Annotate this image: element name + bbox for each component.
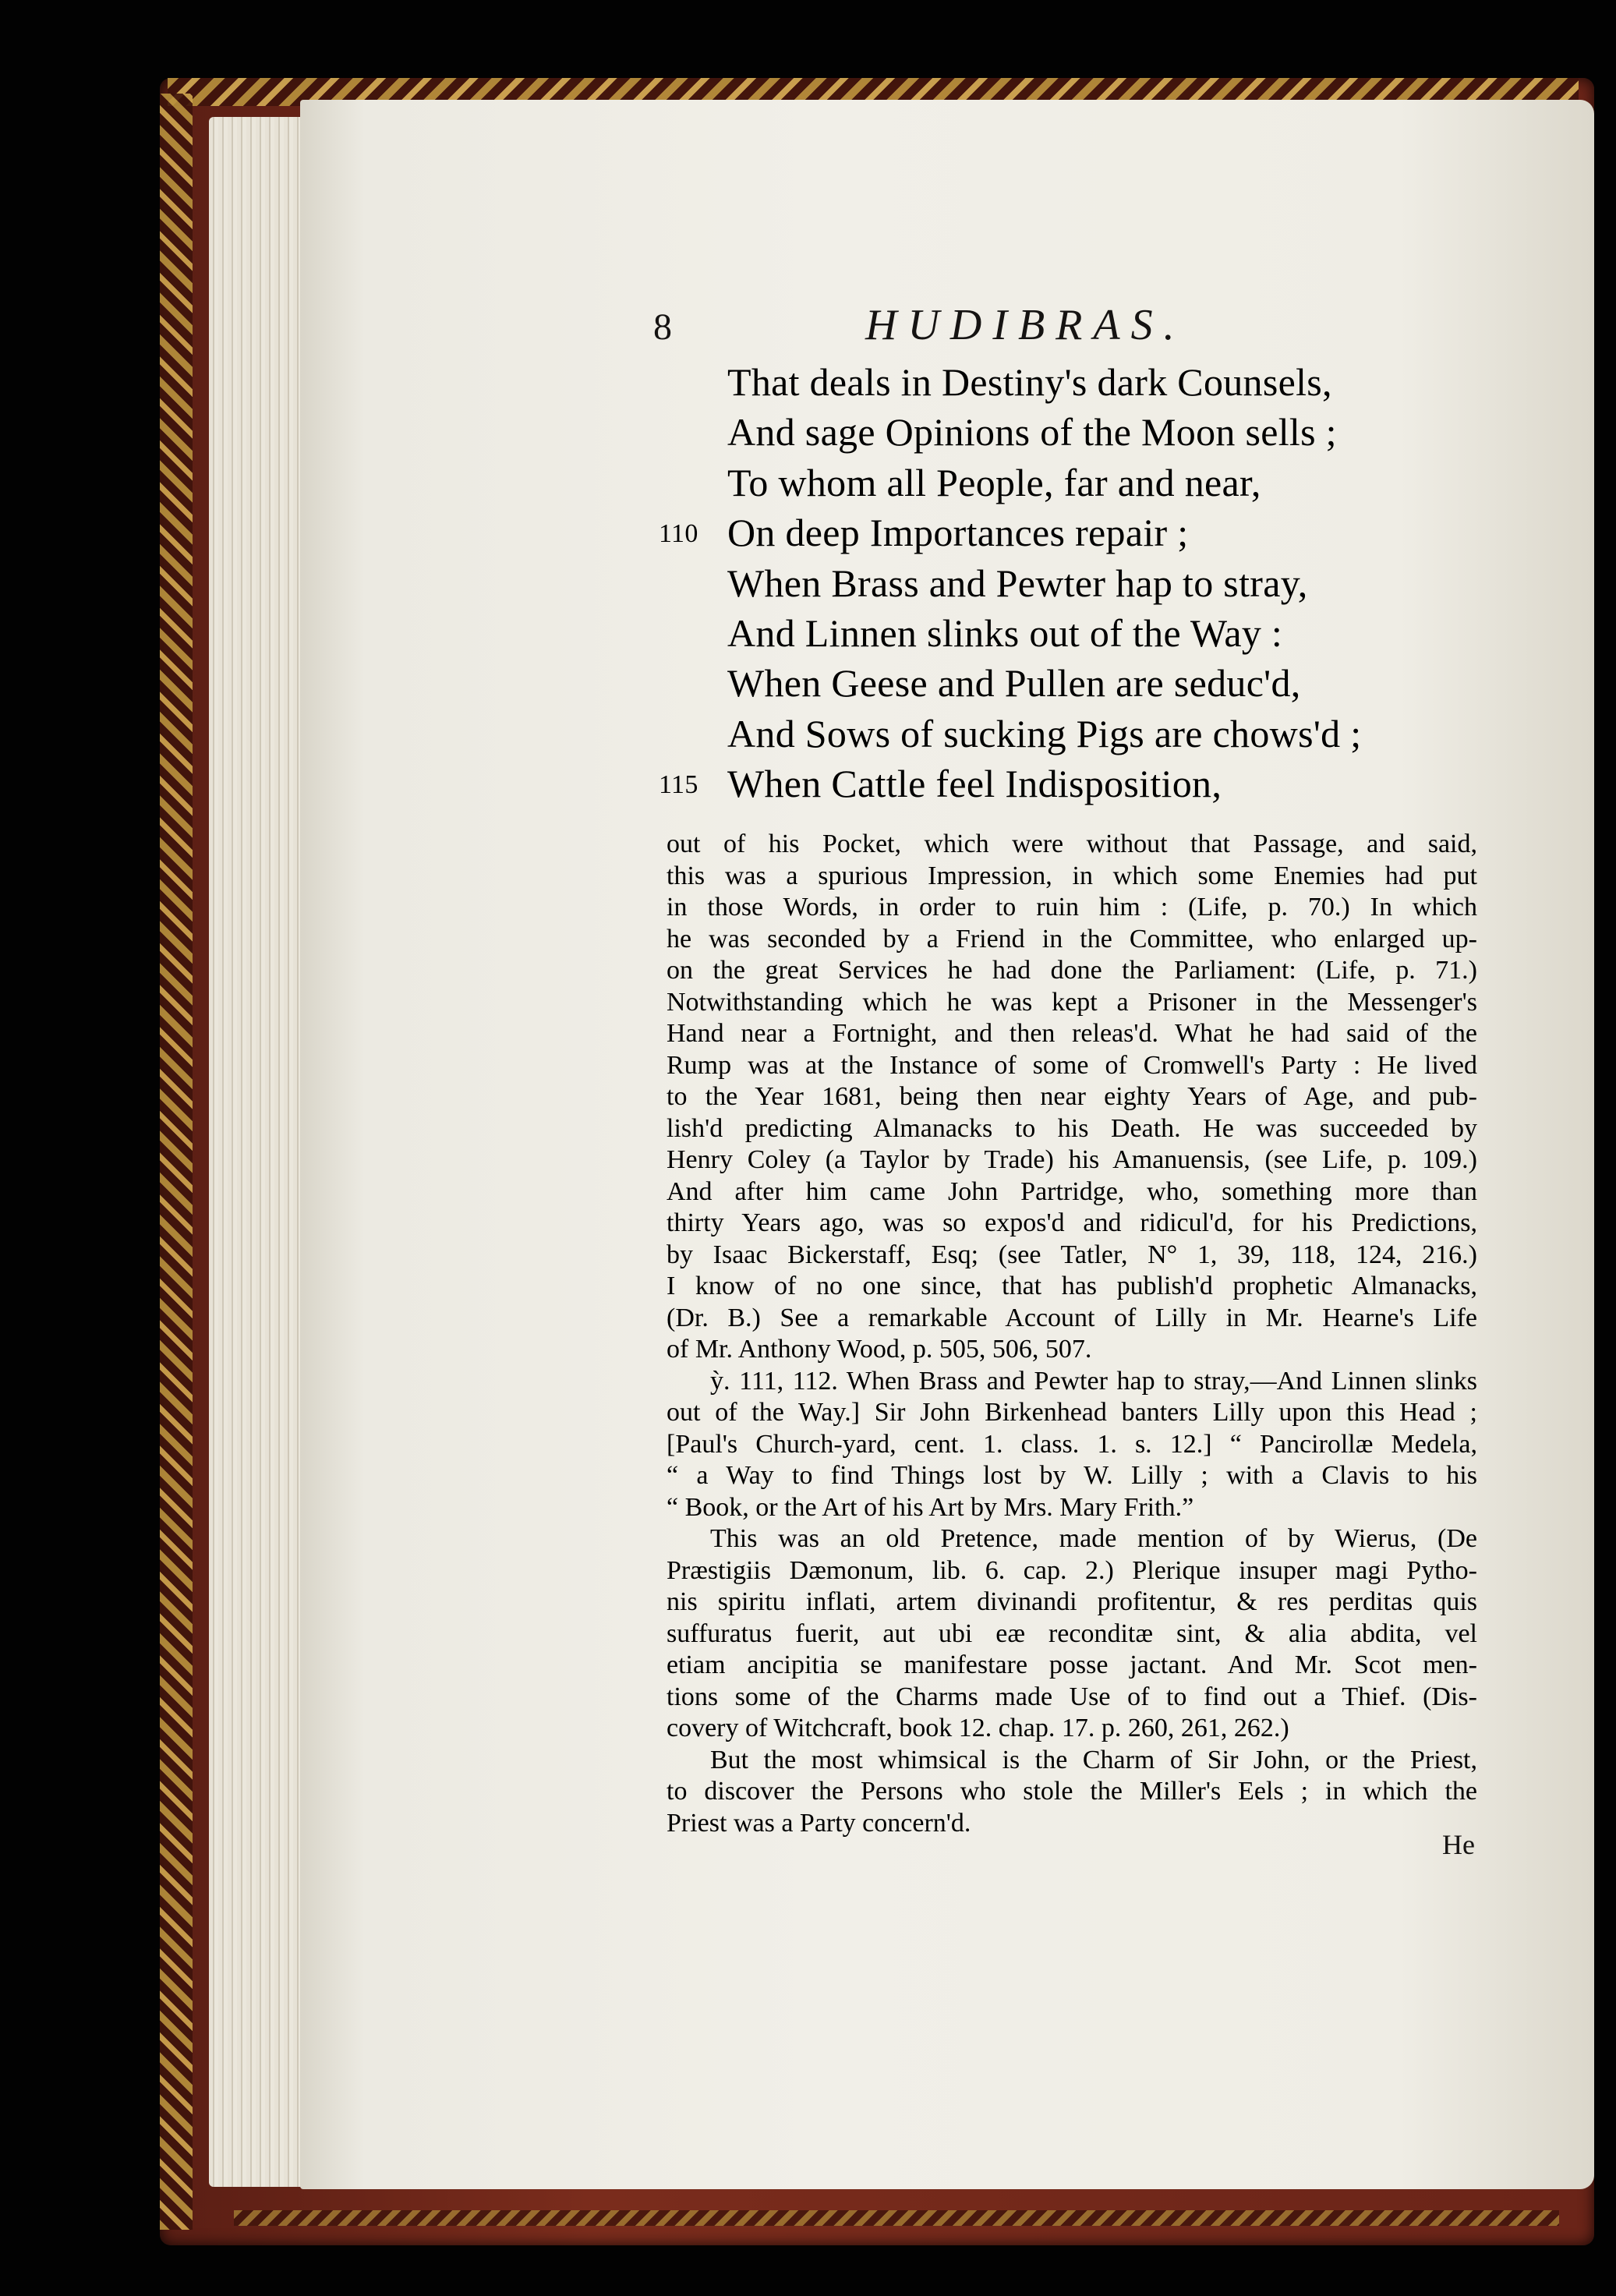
note-line: But the most whimsical is the Charm of Sir John, or the Priest, bbox=[710, 1745, 1477, 1774]
note-line: Hand near a Fortnight, and then releas'd. What he had said of the bbox=[667, 1019, 1477, 1048]
gilt-border-bottom bbox=[234, 2210, 1559, 2226]
note-line: nis spiritu inflati, artem divinandi profitentur, & res perditas quis bbox=[667, 1587, 1477, 1616]
note-line: suffuratus fuerit, aut ubi eæ reconditæ sint, & alia abdita, vel bbox=[667, 1619, 1477, 1648]
verse-text: That deals in Destiny's dark Counsels, bbox=[727, 360, 1332, 404]
note-line: “ Book, or the Art of his Art by Mrs. Mary Frith.” bbox=[667, 1492, 1194, 1522]
note-line: of Mr. Anthony Wood, p. 505, 506, 507. bbox=[667, 1335, 1092, 1364]
note-line: Henry Coley (a Taylor by Trade) his Amanuensis, (see Life, p. 109.) bbox=[667, 1145, 1477, 1174]
note-line: covery of Witchcraft, book 12. chap. 17. p. 260, 261, 262.) bbox=[667, 1714, 1289, 1742]
verse-line bbox=[659, 407, 1438, 457]
verse-text: And sage Opinions of the Moon sells ; bbox=[727, 410, 1337, 455]
catchword: He bbox=[1442, 1829, 1475, 1860]
line-number: 115 bbox=[659, 770, 698, 800]
verse-text: When Brass and Pewter hap to stray, bbox=[727, 561, 1308, 605]
verse-text: On deep Importances repair ; bbox=[727, 511, 1189, 555]
note-line: thirty Years ago, was so expos'd and ridicul'd, for his Predictions, bbox=[667, 1208, 1477, 1237]
verse-text: To whom all People, far and near, bbox=[727, 460, 1261, 504]
note-line: Rump was at the Instance of some of Cromwell's Party : He lived bbox=[667, 1050, 1477, 1080]
note-line: Præstigiis Dæmonum, lib. 6. cap. 2.) Plerique insuper magi Pytho- bbox=[667, 1555, 1477, 1585]
commentary-notes bbox=[667, 829, 1477, 1839]
line-number: 110 bbox=[659, 519, 698, 549]
note-line: this was a spurious Impression, in which some Enemies had put bbox=[667, 861, 1477, 890]
note-line: on the great Services he had done the Parliament: (Life, p. 71.) bbox=[667, 956, 1477, 985]
note-line: (Dr. B.) See a remarkable Account of Lilly in Mr. Hearne's Life bbox=[667, 1303, 1477, 1332]
verse-line bbox=[659, 458, 1438, 508]
note-line: to discover the Persons who stole the Miller's Eels ; in which the bbox=[667, 1777, 1477, 1806]
verse-line bbox=[659, 759, 1438, 808]
verse-text: When Geese and Pullen are seduc'd, bbox=[727, 661, 1301, 706]
note-line: by Isaac Bickerstaff, Esq; (see Tatler, N° 1, 39, 118, 124, 216.) bbox=[667, 1240, 1477, 1269]
verse-block bbox=[659, 357, 1438, 809]
note-line: [Paul's Church-yard, cent. 1. class. 1. s. 12.] “ Pancirollæ Medela, bbox=[667, 1429, 1477, 1459]
note-line: lish'd predicting Almanacks to his Death. He was succeeded by bbox=[667, 1113, 1477, 1143]
running-title: HUDIBRAS. bbox=[865, 301, 1186, 349]
note-line: And after him came John Partridge, who, something more than bbox=[667, 1176, 1477, 1206]
verse-line bbox=[659, 508, 1438, 557]
note-line: in those Words, in order to ruin him : (Life, p. 70.) In which bbox=[667, 893, 1477, 922]
verse-text: When Cattle feel Indisposition, bbox=[727, 762, 1222, 806]
page-number: 8 bbox=[653, 306, 672, 348]
note-line: I know of no one since, that has publish'd prophetic Almanacks, bbox=[667, 1272, 1477, 1300]
verse-line bbox=[659, 357, 1438, 407]
note-line: to the Year 1681, being then near eighty Years of Age, and pub- bbox=[667, 1082, 1477, 1111]
verse-line bbox=[659, 558, 1438, 608]
verse-line bbox=[659, 658, 1438, 708]
note-line: tions some of the Charms made Use of to find out a Thief. (Dis- bbox=[667, 1682, 1477, 1711]
gilt-border-left bbox=[160, 94, 193, 2230]
note-line: ỳ. 111, 112. When Brass and Pewter hap to stray,—And Linnen slinks bbox=[710, 1366, 1477, 1396]
note-line: This was an old Pretence, made mention of by Wierus, (De bbox=[710, 1524, 1477, 1553]
note-line: Priest was a Party concern'd. bbox=[667, 1808, 971, 1838]
note-line: Notwithstanding which he was kept a Prisoner in the Messenger's bbox=[667, 987, 1477, 1017]
verse-text: And Sows of sucking Pigs are chows'd ; bbox=[727, 711, 1362, 755]
verse-line bbox=[659, 608, 1438, 658]
note-line: he was seconded by a Friend in the Committee, who enlarged up- bbox=[667, 924, 1477, 953]
note-line: etiam ancipitia se manifestare posse jactant. And Mr. Scot men- bbox=[667, 1650, 1477, 1679]
verse-line bbox=[659, 709, 1438, 759]
verse-text: And Linnen slinks out of the Way : bbox=[727, 610, 1283, 655]
note-line: out of his Pocket, which were without that Passage, and said, bbox=[667, 830, 1477, 858]
note-line: out of the Way.] Sir John Birkenhead banters Lilly upon this Head ; bbox=[667, 1398, 1477, 1427]
note-line: “ a Way to find Things lost by W. Lilly ; with a Clavis to his bbox=[667, 1461, 1477, 1490]
